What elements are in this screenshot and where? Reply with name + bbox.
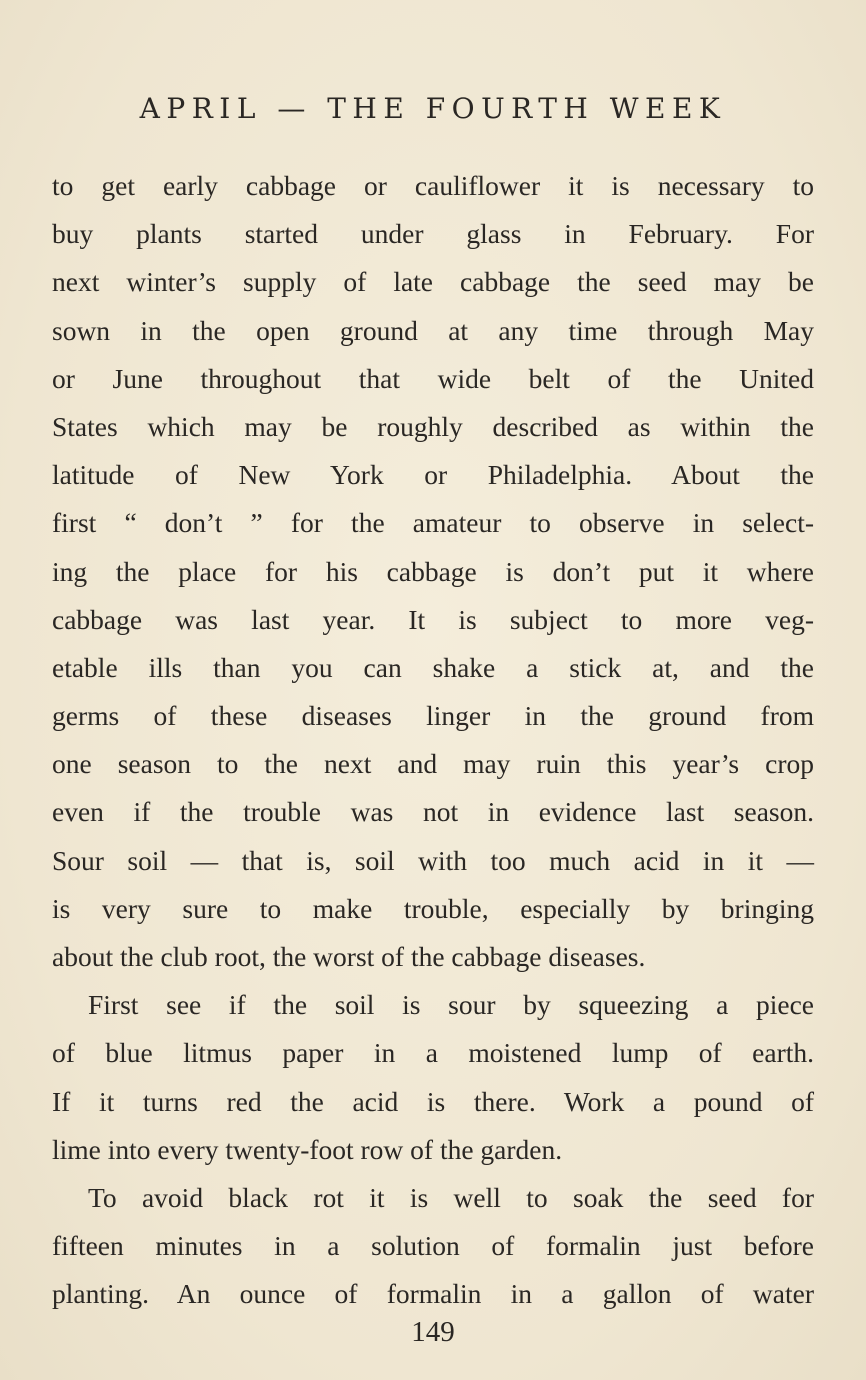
text-line: or June throughout that wide belt of the United — [52, 362, 814, 394]
text-line: is very sure to make trouble, especially by bringing — [52, 892, 814, 924]
text-line: ing the place for his cabbage is don’t put it where — [52, 555, 814, 587]
text-line: etable ills than you can shake a stick at, and the — [52, 651, 814, 683]
text-line: planting. An ounce of formalin in a gallon of water — [52, 1278, 814, 1310]
text-line: cabbage was last year. It is subject to more veg- — [52, 603, 814, 635]
text-line: To avoid black rot it is well to soak the seed for — [88, 1181, 814, 1213]
text-line: lime into every twenty-foot row of the garden. — [52, 1133, 563, 1165]
page-number: 149 — [411, 1316, 455, 1348]
running-header: APRIL — THE FOURTH WEEK — [139, 92, 727, 125]
text-line: First see if the soil is sour by squeezing a piece — [88, 989, 814, 1021]
text-line: of blue litmus paper in a moistened lump of earth. — [52, 1037, 814, 1069]
text-line: to get early cabbage or cauliflower it is necessary to — [52, 170, 814, 201]
text-line: fifteen minutes in a solution of formalin just before — [52, 1230, 814, 1262]
text-line: one season to the next and may ruin this year’s crop — [52, 748, 814, 780]
text-line: States which may be roughly described as within the — [52, 410, 814, 442]
text-line: sown in the open ground at any time through May — [52, 314, 814, 346]
text-line: germs of these diseases linger in the ground from — [52, 700, 814, 732]
text-line: next winter’s supply of late cabbage the seed may be — [52, 266, 814, 298]
body-text — [52, 162, 814, 1319]
text-line: Sour soil — that is, soil with too much acid in it — — [52, 844, 814, 876]
text-line: latitude of New York or Philadelphia. About the — [52, 459, 814, 491]
text-line: even if the trouble was not in evidence last season. — [52, 796, 814, 828]
text-line: buy plants started under glass in February. For — [52, 218, 814, 250]
text-line: about the club root, the worst of the cabbage diseases. — [52, 941, 646, 972]
text-line: first “ don’t ” for the amateur to observe in select- — [52, 507, 814, 539]
text-line: If it turns red the acid is there. Work a pound of — [52, 1085, 814, 1117]
